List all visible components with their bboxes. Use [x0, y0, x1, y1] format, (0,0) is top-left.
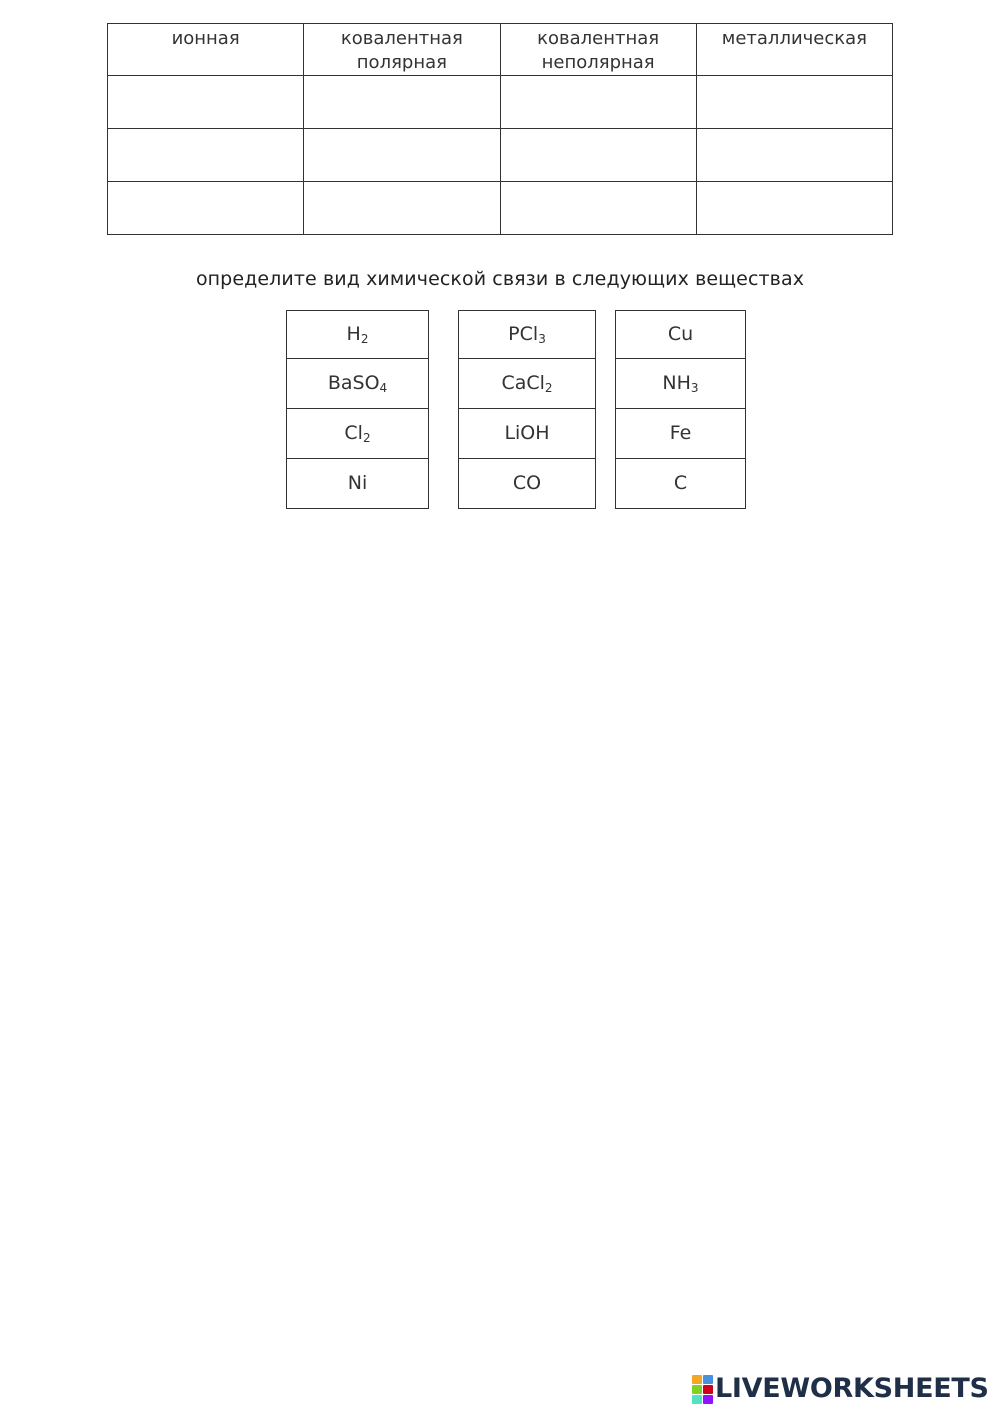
answer-cell[interactable] — [500, 129, 696, 182]
formula-subscript: 3 — [690, 381, 699, 395]
formula-subscript: 3 — [538, 332, 546, 346]
formula-subscript: 2 — [544, 381, 553, 395]
table-row — [108, 76, 893, 129]
answer-cell[interactable] — [304, 182, 500, 235]
logo-tile — [703, 1385, 713, 1394]
formula-subscript: 2 — [360, 332, 369, 346]
table-header-row — [108, 24, 893, 76]
answer-cell[interactable] — [304, 76, 500, 129]
formula-base: H — [346, 323, 361, 345]
substance-item[interactable] — [616, 459, 746, 509]
answer-cell[interactable] — [500, 76, 696, 129]
liveworksheets-logo-icon — [692, 1375, 712, 1403]
substance-item[interactable] — [287, 311, 429, 359]
answer-cell[interactable] — [108, 76, 304, 129]
substance-item[interactable] — [287, 459, 429, 509]
answer-cell[interactable] — [696, 182, 892, 235]
substance-column-3 — [615, 310, 746, 509]
substance-item[interactable] — [616, 409, 746, 459]
logo-tile — [703, 1375, 713, 1384]
answer-cell[interactable] — [696, 76, 892, 129]
answer-cell[interactable] — [696, 129, 892, 182]
formula-base: LiOH — [504, 422, 550, 444]
formula-base: PCl — [508, 323, 539, 345]
answer-cell[interactable] — [108, 182, 304, 235]
table-row — [108, 182, 893, 235]
bond-type-table — [107, 23, 893, 235]
substance-item[interactable] — [616, 359, 746, 409]
substance-column-2 — [458, 310, 596, 509]
liveworksheets-logo — [692, 1374, 989, 1404]
answer-cell[interactable] — [108, 129, 304, 182]
table-row — [108, 129, 893, 182]
formula-base: CO — [512, 472, 542, 494]
formula-base: BaSO — [327, 372, 380, 394]
formula-base: CaCl — [501, 372, 545, 394]
formula-subscript: 2 — [362, 431, 371, 445]
formula-base: Ni — [347, 472, 368, 494]
substance-column-1 — [286, 310, 429, 509]
substance-item[interactable] — [459, 409, 596, 459]
header-covalent-nonpolar: ковалентная неполярная — [500, 24, 696, 76]
formula-subscript: 4 — [379, 381, 388, 395]
logo-tile — [692, 1375, 702, 1384]
instruction-text: определите вид химической связи в следующих веществах — [195, 268, 805, 290]
formula-base: NH — [662, 372, 691, 394]
substance-item[interactable] — [459, 311, 596, 359]
logo-text: LIVEWORKSHEETS — [715, 1373, 989, 1404]
substance-item[interactable] — [616, 311, 746, 359]
header-ionic: ионная — [108, 24, 304, 76]
logo-tile — [692, 1385, 702, 1394]
substance-item[interactable] — [459, 459, 596, 509]
header-metallic: металлическая — [696, 24, 892, 76]
logo-tile — [703, 1395, 713, 1404]
formula-base: Fe — [669, 422, 692, 444]
header-covalent-polar: ковалентная полярная — [304, 24, 500, 76]
answer-cell[interactable] — [304, 129, 500, 182]
substance-item[interactable] — [287, 359, 429, 409]
answer-cell[interactable] — [500, 182, 696, 235]
substance-item[interactable] — [459, 359, 596, 409]
formula-base: Cl — [344, 422, 363, 444]
formula-base: C — [673, 472, 688, 494]
formula-base: Cu — [667, 323, 694, 345]
logo-tile — [692, 1395, 702, 1404]
substance-item[interactable] — [287, 409, 429, 459]
